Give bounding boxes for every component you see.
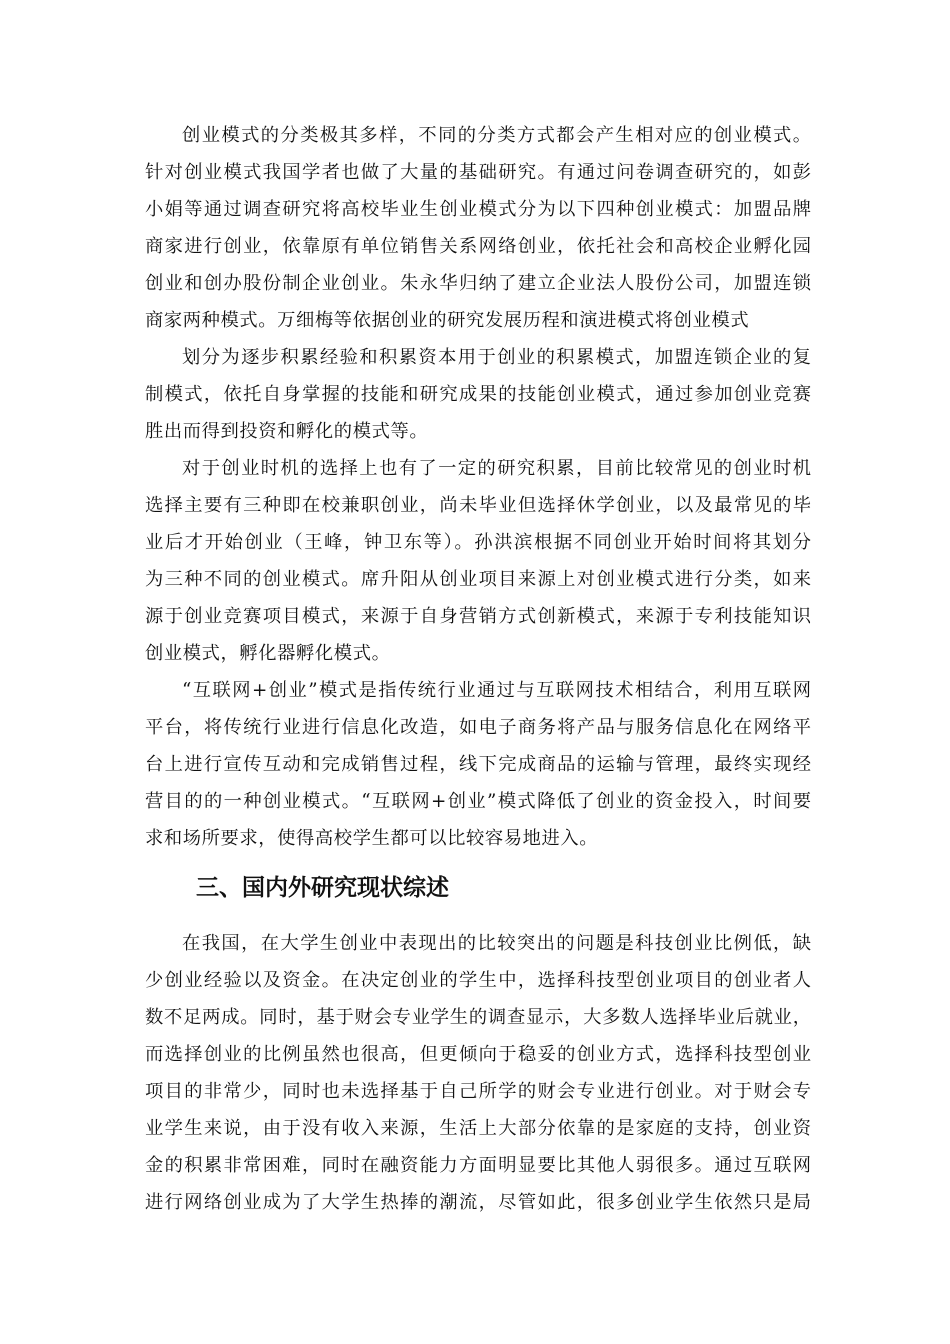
paragraph-line: 求和场所要求，使得高校学生都可以比较容易地进入。 [145,828,599,849]
paragraph-line: 业后才开始创业（王峰，钟卫东等）。孙洪滨根据不同创业开始时间将其划分 [145,532,811,553]
paragraph-line: 而选择创业的比例虽然也很高，但更倾向于稳妥的创业方式，选择科技型创业 [145,1044,811,1065]
paragraph-line: 在我国，在大学生创业中表现出的比较突出的问题是科技创业比例低，缺 [182,933,811,954]
paragraph-line: 台上进行宣传互动和完成销售过程，线下完成商品的运输与管理，最终实现经 [145,754,811,775]
paragraph-line: “互联网+创业”模式是指传统行业通过与互联网技术相结合，利用互联网 [182,680,811,701]
paragraph-line: 选择主要有三种即在校兼职创业，尚未毕业但选择休学创业，以及最常见的毕 [145,495,811,516]
paragraph-line: 少创业经验以及资金。在决定创业的学生中，选择科技型创业项目的创业者人 [145,970,811,991]
paragraph-line: 营目的的一种创业模式。“互联网+创业”模式降低了创业的资金投入，时间要 [145,791,811,812]
paragraph-line: 小娟等通过调查研究将高校毕业生创业模式分为以下四种创业模式：加盟品牌 [145,199,811,220]
paragraph-line: 为三种不同的创业模式。席升阳从创业项目来源上对创业模式进行分类，如来 [145,569,811,590]
paragraph-line: 项目的非常少，同时也未选择基于自己所学的财会专业进行创业。对于财会专 [145,1081,811,1102]
paragraph-line: 金的积累非常困难，同时在融资能力方面明显要比其他人弱很多。通过互联网 [145,1155,811,1176]
paragraph-line: 商家进行创业，依靠原有单位销售关系网络创业，依托社会和高校企业孵化园 [145,236,811,257]
paragraph-line: 胜出而得到投资和孵化的模式等。 [145,421,429,442]
paragraph-line: 业学生来说，由于没有收入来源，生活上大部分依靠的是家庭的支持，创业资 [145,1118,811,1139]
paragraph-line: 进行网络创业成为了大学生热捧的潮流，尽管如此，很多创业学生依然只是局 [145,1192,811,1213]
paragraph-line: 商家两种模式。万细梅等依据创业的研究发展历程和演进模式将创业模式 [145,310,750,331]
paragraph-line: 创业模式的分类极其多样，不同的分类方式都会产生相对应的创业模式。 [182,125,811,146]
paragraph-line: 对于创业时机的选择上也有了一定的研究积累，目前比较常见的创业时机 [182,458,811,479]
paragraph-line: 平台，将传统行业进行信息化改造，如电子商务将产品与服务信息化在网络平 [145,717,811,738]
section-heading: 三、国内外研究现状综述 [196,875,449,901]
paragraph-line: 创业模式，孵化器孵化模式。 [145,643,391,664]
paragraph-line: 划分为逐步积累经验和积累资本用于创业的积累模式，加盟连锁企业的复 [182,347,811,368]
paragraph-line: 数不足两成。同时，基于财会专业学生的调查显示，大多数人选择毕业后就业， [145,1007,811,1028]
paragraph-line: 制模式，依托自身掌握的技能和研究成果的技能创业模式，通过参加创业竞赛 [145,384,811,405]
paragraph-line: 源于创业竞赛项目模式，来源于自身营销方式创新模式，来源于专利技能知识 [145,606,811,627]
paragraph-line: 针对创业模式我国学者也做了大量的基础研究。有通过问卷调查研究的，如彭 [145,162,811,183]
paragraph-line: 创业和创办股份制企业创业。朱永华归纳了建立企业法人股份公司，加盟连锁 [145,273,811,294]
